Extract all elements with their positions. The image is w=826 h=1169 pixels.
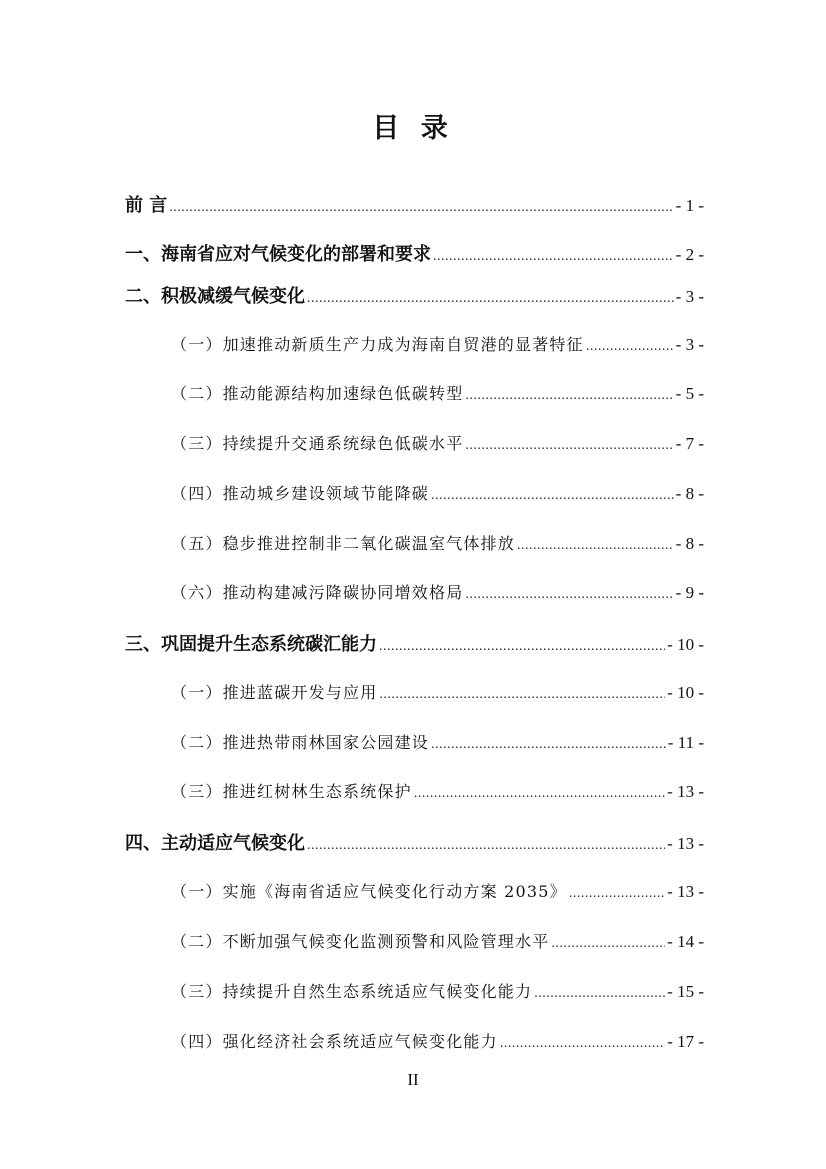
toc-entry-page: - 14 - <box>667 932 704 951</box>
toc-entry-section-2[interactable] <box>125 282 704 308</box>
page-number: II <box>407 1070 419 1089</box>
toc-entry-section-1[interactable] <box>125 240 704 266</box>
dot-leader <box>551 936 665 952</box>
dot-leader <box>569 886 665 902</box>
toc-entry-page: - 13 - <box>667 782 704 801</box>
toc-entry-label: 四、主动适应气候变化 <box>125 833 305 854</box>
toc-entry-label: 一、海南省应对气候变化的部署和要求 <box>125 244 431 265</box>
toc-entry-page: - 11 - <box>667 733 704 752</box>
dot-leader <box>169 200 673 216</box>
toc-entry-label: （四）强化经济社会系统适应气候变化能力 <box>171 1032 498 1051</box>
toc-entry-label: （六）推动构建减污降碳协同增效格局 <box>171 583 464 602</box>
toc-entry-label: （二）不断加强气候变化监测预警和风险管理水平 <box>171 932 550 951</box>
toc-entry-label: 二、积极减缓气候变化 <box>125 286 305 307</box>
toc-entry-section-4-2[interactable] <box>171 929 704 952</box>
toc-entry-section-4[interactable] <box>125 829 704 855</box>
dot-leader <box>500 1036 665 1052</box>
toc-entry-section-3-3[interactable] <box>171 779 704 802</box>
dot-leader <box>431 488 674 504</box>
toc-entry-page: - 13 - <box>667 882 704 901</box>
toc-entry-label: （五）稳步推进控制非二氧化碳温室气体排放 <box>171 534 516 553</box>
dot-leader <box>414 786 665 802</box>
toc-entry-label: （三）推进红树林生态系统保护 <box>171 782 412 801</box>
toc-entry-label: （一）推进蓝碳开发与应用 <box>171 683 378 702</box>
toc-entry-section-2-6[interactable] <box>171 580 704 603</box>
toc-entry-section-2-1[interactable] <box>171 332 704 355</box>
dot-leader <box>465 388 673 404</box>
dot-leader <box>307 838 665 854</box>
toc-entry-label: （三）持续提升自然生态系统适应气候变化能力 <box>171 982 533 1001</box>
toc-entry-section-2-5[interactable] <box>171 531 704 554</box>
toc-entry-section-4-3[interactable] <box>171 979 704 1002</box>
toc-entry-label: （一）加速推动新质生产力成为海南自贸港的显著特征 <box>171 335 584 354</box>
dot-leader <box>433 249 674 265</box>
dot-leader <box>517 538 674 554</box>
toc-entry-page: - 10 - <box>667 635 704 654</box>
toc-entry-page: - 2 - <box>675 245 704 264</box>
toc-entry-section-3-2[interactable] <box>171 730 704 753</box>
dot-leader <box>379 639 665 655</box>
dot-leader <box>431 737 666 753</box>
toc-title: 目 录 <box>372 113 454 144</box>
toc-entry-section-4-4[interactable] <box>171 1029 704 1052</box>
toc-entry-page: - 17 - <box>667 1032 704 1051</box>
toc-entry-page: - 3 - <box>675 335 704 354</box>
toc-entry-section-3-1[interactable] <box>171 680 704 703</box>
toc-entry-label: 三、巩固提升生态系统碳汇能力 <box>125 634 377 655</box>
toc-entry-page: - 10 - <box>667 683 704 702</box>
toc-entry-section-2-4[interactable] <box>171 481 704 504</box>
toc-entry-page: - 8 - <box>675 484 704 503</box>
toc-entry-preface[interactable] <box>125 191 704 217</box>
toc-entry-page: - 8 - <box>675 534 704 553</box>
dot-leader <box>379 687 665 703</box>
toc-entry-section-2-2[interactable] <box>171 381 704 404</box>
toc-entry-label: （三）持续提升交通系统绿色低碳水平 <box>171 434 464 453</box>
toc-entry-page: - 13 - <box>667 834 704 853</box>
toc-entry-label: （一）实施《海南省适应气候变化行动方案 2035》 <box>171 882 567 901</box>
toc-entry-page: - 9 - <box>675 583 704 602</box>
dot-leader <box>465 438 673 454</box>
toc-entry-label: （二）推进热带雨林国家公园建设 <box>171 733 430 752</box>
toc-entry-label: 前 言 <box>125 195 168 216</box>
toc-entry-page: - 1 - <box>675 196 704 215</box>
toc-entry-label: （二）推动能源结构加速绿色低碳转型 <box>171 384 464 403</box>
toc-entry-section-3[interactable] <box>125 630 704 656</box>
toc-entry-section-4-1[interactable] <box>171 879 704 902</box>
toc-entry-page: - 15 - <box>667 982 704 1001</box>
toc-entry-page: - 5 - <box>675 384 704 403</box>
toc-entry-page: - 7 - <box>675 434 704 453</box>
toc-entry-page: - 3 - <box>675 287 704 306</box>
dot-leader <box>534 986 665 1002</box>
dot-leader <box>307 291 674 307</box>
toc-entry-label: （四）推动城乡建设领域节能降碳 <box>171 484 430 503</box>
dot-leader <box>586 339 674 355</box>
dot-leader <box>465 587 673 603</box>
toc-entry-section-2-3[interactable] <box>171 431 704 454</box>
